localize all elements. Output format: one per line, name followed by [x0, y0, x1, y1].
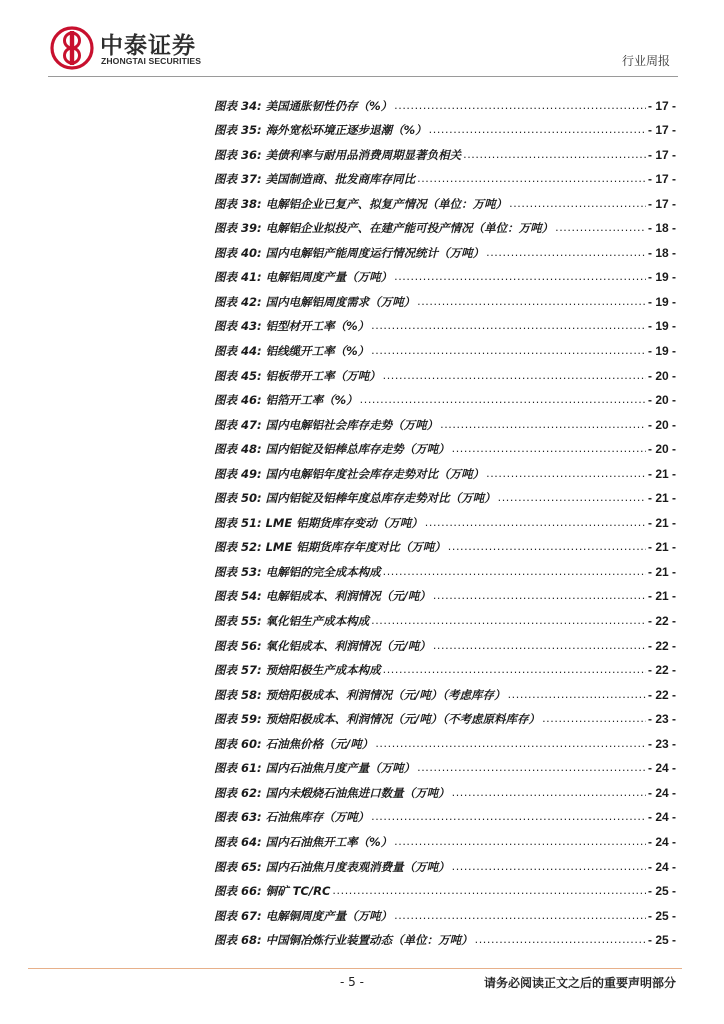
header-divider [48, 76, 678, 77]
toc-entry-title: 图表 45: 铝板带开工率（万吨） [214, 368, 381, 383]
toc-entry-title: 图表 58: 预焙阳极成本、利润情况（元/吨）（考虑库存） [214, 687, 506, 702]
toc-entry-page: - 20 - [647, 442, 676, 457]
toc-entry-title: 图表 64: 国内石油焦开工率（%） [214, 834, 393, 849]
toc-entry-page: - 22 - [647, 687, 676, 702]
toc-entry[interactable] [214, 237, 676, 262]
toc-dot-leader [542, 712, 646, 728]
toc-entry-title: 图表 61: 国内石油焦月度产量（万吨） [214, 761, 416, 776]
toc-dot-leader [360, 393, 646, 409]
toc-dot-leader [417, 761, 646, 777]
footer-divider [28, 968, 682, 969]
page-header [0, 0, 724, 80]
toc-entry-page: - 21 - [647, 540, 676, 555]
toc-entry[interactable] [214, 802, 676, 827]
toc-dot-leader [375, 737, 646, 753]
toc-entry-page: - 24 - [647, 785, 676, 800]
toc-entry-title: 图表 55: 氧化铝生产成本构成 [214, 614, 370, 629]
toc-entry-page: - 17 - [647, 172, 676, 187]
toc-entry-title: 图表 60: 石油焦价格（元/吨） [214, 736, 374, 751]
toc-entry-title: 图表 46: 铝箔开工率（%） [214, 393, 358, 408]
toc-entry-page: - 18 - [647, 245, 676, 260]
toc-dot-leader [440, 418, 646, 434]
toc-entry-page: - 24 - [647, 834, 676, 849]
toc-entry-title: 图表 41: 电解铝周度产量（万吨） [214, 270, 393, 285]
toc-entry-title: 图表 56: 氧化铝成本、利润情况（元/吨） [214, 638, 431, 653]
toc-entry[interactable] [214, 262, 676, 287]
toc-entry-page: - 17 - [647, 123, 676, 138]
toc-entry-title: 图表 49: 国内电解铝年度社会库存走势对比（万吨） [214, 466, 485, 481]
toc-entry-title: 图表 66: 铜矿 TC/RC [214, 884, 331, 899]
toc-dot-leader [433, 589, 646, 605]
toc-dot-leader [332, 884, 646, 900]
toc-entry-page: - 21 - [647, 589, 676, 604]
toc-entry[interactable] [214, 90, 676, 115]
toc-entry[interactable] [214, 655, 676, 680]
toc-entry-title: 图表 52: LME 铝期货库存年度对比（万吨） [214, 540, 446, 555]
toc-entry-page: - 19 - [647, 270, 676, 285]
toc-dot-leader [417, 172, 646, 188]
toc-dot-leader [383, 565, 646, 581]
toc-entry-title: 图表 54: 电解铝成本、利润情况（元/吨） [214, 589, 431, 604]
toc-dot-leader [463, 148, 646, 164]
toc-dot-leader [433, 639, 646, 655]
toc-dot-leader [508, 688, 646, 704]
toc-entry-page: - 25 - [647, 933, 676, 948]
toc-entry[interactable] [214, 164, 676, 189]
toc-entry-title: 图表 37: 美国制造商、批发商库存同比 [214, 172, 416, 187]
toc-entry[interactable] [214, 900, 676, 925]
toc-entry[interactable] [214, 876, 676, 901]
toc-entry-title: 图表 50: 国内铝锭及铝棒年度总库存走势对比（万吨） [214, 491, 496, 506]
toc-dot-leader [452, 860, 646, 876]
toc-entry-title: 图表 48: 国内铝锭及铝棒总库存走势（万吨） [214, 442, 450, 457]
toc-entry[interactable] [214, 605, 676, 630]
toc-dot-leader [383, 663, 646, 679]
toc-entry-page: - 22 - [647, 663, 676, 678]
toc-entry[interactable] [214, 188, 676, 213]
toc-entry[interactable] [214, 532, 676, 557]
toc-entry-title: 图表 34: 美国通胀韧性仍存（%） [214, 98, 393, 113]
toc-entry-title: 图表 39: 电解铝企业拟投产、在建产能可投产情况（单位：万吨） [214, 221, 554, 236]
toc-entry-page: - 20 - [647, 417, 676, 432]
toc-entry-page: - 25 - [647, 884, 676, 899]
toc-entry[interactable] [214, 556, 676, 581]
toc-dot-leader [425, 516, 646, 532]
toc-entry[interactable] [214, 507, 676, 532]
logo-chinese-name: 中泰证券 [100, 33, 196, 59]
toc-entry-page: - 21 - [647, 564, 676, 579]
toc-dot-leader [486, 246, 646, 262]
toc-dot-leader [429, 123, 646, 139]
toc-entry[interactable] [214, 409, 676, 434]
toc-entry-title: 图表 62: 国内未煅烧石油焦进口数量（万吨） [214, 785, 450, 800]
toc-entry[interactable] [214, 335, 676, 360]
toc-entry[interactable] [214, 213, 676, 238]
toc-dot-leader [448, 540, 646, 556]
toc-entry-page: - 23 - [647, 736, 676, 751]
toc-entry-title: 图表 47: 国内电解铝社会库存走势（万吨） [214, 417, 439, 432]
toc-entry-page: - 22 - [647, 614, 676, 629]
toc-dot-leader [371, 614, 646, 630]
toc-dot-leader [371, 344, 646, 360]
toc-entry[interactable] [214, 826, 676, 851]
toc-dot-leader [371, 810, 646, 826]
toc-entry[interactable] [214, 385, 676, 410]
toc-entry-page: - 23 - [647, 712, 676, 727]
toc-entry-title: 图表 44: 铝线缆开工率（%） [214, 344, 370, 359]
toc-entry-page: - 24 - [647, 761, 676, 776]
toc-entry[interactable] [214, 777, 676, 802]
toc-entry-page: - 19 - [647, 294, 676, 309]
toc-entry[interactable] [214, 851, 676, 876]
toc-entry[interactable] [214, 483, 676, 508]
toc-entry-title: 图表 63: 石油焦库存（万吨） [214, 810, 370, 825]
footer-disclaimer: 请务必阅读正文之后的重要声明部分 [483, 976, 676, 990]
toc-entry-page: - 20 - [647, 393, 676, 408]
toc-dot-leader [417, 295, 646, 311]
toc-entry-page: - 24 - [647, 810, 676, 825]
toc-entry-title: 图表 35: 海外宽松环境正逐步退潮（%） [214, 123, 427, 138]
toc-dot-leader [509, 197, 646, 213]
toc-dot-leader [371, 319, 646, 335]
toc-entry-page: - 21 - [647, 491, 676, 506]
toc-entry[interactable] [214, 311, 676, 336]
toc-entry[interactable] [214, 704, 676, 729]
toc-dot-leader [383, 369, 646, 385]
company-logo [50, 26, 240, 72]
toc-entry[interactable] [214, 753, 676, 778]
toc-entry-title: 图表 53: 电解铝的完全成本构成 [214, 564, 381, 579]
toc-entry-page: - 25 - [647, 908, 676, 923]
toc-entry-page: - 21 - [647, 515, 676, 530]
logo-english-name: ZHONGTAI SECURITIES [101, 56, 202, 66]
toc-entry-page: - 17 - [647, 196, 676, 211]
toc-dot-leader [394, 909, 646, 925]
toc-dot-leader [394, 270, 646, 286]
toc-entry-title: 图表 36: 美债利率与耐用品消费周期显著负相关 [214, 147, 462, 162]
toc-dot-leader [486, 467, 646, 483]
toc-entry[interactable] [214, 679, 676, 704]
toc-entry-page: - 19 - [647, 344, 676, 359]
toc-entry-title: 图表 42: 国内电解铝周度需求（万吨） [214, 294, 416, 309]
toc-dot-leader [452, 786, 646, 802]
toc-entry-title: 图表 38: 电解铝企业已复产、拟复产情况（单位：万吨） [214, 196, 508, 211]
toc-entry-title: 图表 65: 国内石油焦月度表观消费量（万吨） [214, 859, 450, 874]
toc-dot-leader [394, 99, 646, 115]
zhongtai-logo-icon [50, 26, 94, 70]
toc-entry[interactable] [214, 139, 676, 164]
toc-entry-page: - 19 - [647, 319, 676, 334]
toc-entry[interactable] [214, 115, 676, 140]
toc-dot-leader [394, 835, 646, 851]
toc-entry-title: 图表 51: LME 铝期货库存变动（万吨） [214, 515, 423, 530]
toc-dot-leader [555, 221, 646, 237]
toc-entry-page: - 22 - [647, 638, 676, 653]
toc-entry[interactable] [214, 434, 676, 459]
page-number: - 5 - [340, 975, 364, 989]
toc-entry[interactable] [214, 630, 676, 655]
toc-dot-leader [498, 491, 646, 507]
table-of-figures [214, 90, 676, 949]
toc-entry-title: 图表 43: 铝型材开工率（%） [214, 319, 370, 334]
toc-entry-page: - 24 - [647, 859, 676, 874]
toc-entry[interactable] [214, 581, 676, 606]
toc-entry[interactable] [214, 925, 676, 950]
report-type-label: 行业周报 [621, 54, 670, 68]
toc-dot-leader [475, 933, 646, 949]
toc-entry[interactable] [214, 360, 676, 385]
toc-entry[interactable] [214, 458, 676, 483]
toc-entry-title: 图表 59: 预焙阳极成本、利润情况（元/吨）（不考虑原料库存） [214, 712, 541, 727]
toc-entry-title: 图表 67: 电解铜周度产量（万吨） [214, 908, 393, 923]
toc-entry-page: - 17 - [647, 98, 676, 113]
toc-entry-title: 图表 57: 预焙阳极生产成本构成 [214, 663, 381, 678]
toc-entry-title: 图表 40: 国内电解铝产能周度运行情况统计（万吨） [214, 245, 485, 260]
toc-entry[interactable] [214, 728, 676, 753]
toc-entry-page: - 21 - [647, 466, 676, 481]
toc-entry-page: - 20 - [647, 368, 676, 383]
toc-entry[interactable] [214, 286, 676, 311]
toc-entry-title: 图表 68: 中国铜冶炼行业装置动态（单位：万吨） [214, 933, 473, 948]
toc-entry-page: - 17 - [647, 147, 676, 162]
toc-dot-leader [452, 442, 646, 458]
toc-entry-page: - 18 - [647, 221, 676, 236]
